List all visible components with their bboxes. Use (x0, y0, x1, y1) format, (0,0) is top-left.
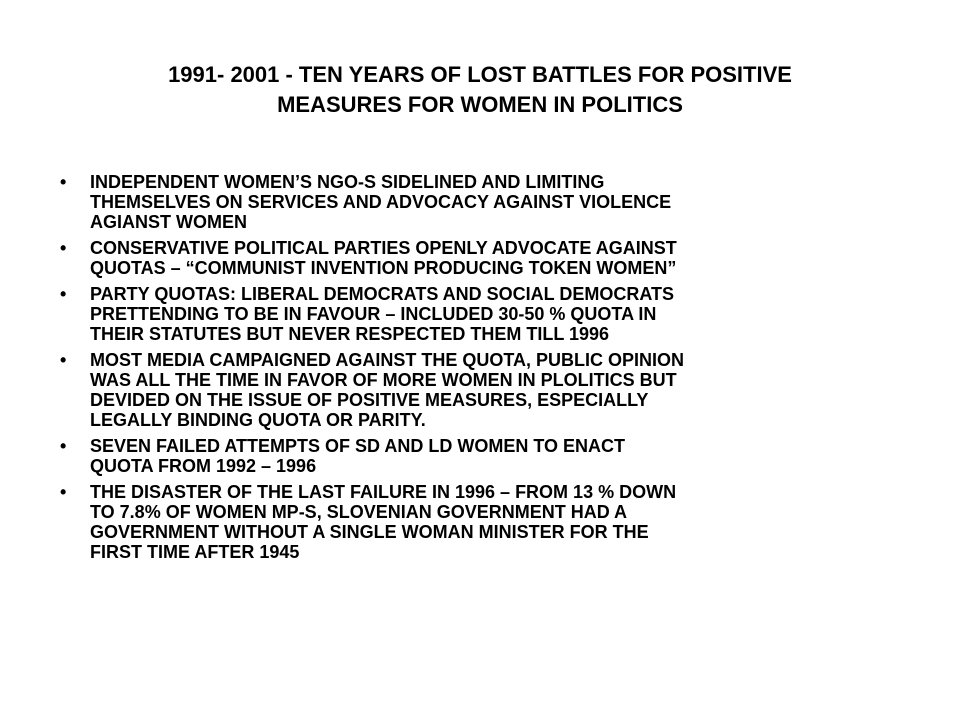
title-line-1: 1991- 2001 - TEN YEARS OF LOST BATTLES FOR POSITIVE (168, 62, 792, 87)
bullet-icon: • (60, 238, 67, 258)
bullet-item (58, 284, 888, 344)
bullet-line: DEVIDED ON THE ISSUE OF POSITIVE MEASURES, ESPECIALLY (90, 390, 649, 410)
bullet-text (90, 436, 888, 476)
bullet-icon: • (60, 172, 67, 192)
bullet-text (90, 284, 888, 344)
bullet-line: LEGALLY BINDING QUOTA OR PARITY. (90, 410, 426, 430)
bullet-line: PRETTENDING TO BE IN FAVOUR – INCLUDED 30-50 % QUOTA IN (90, 304, 657, 324)
bullet-item (58, 436, 888, 476)
bullet-line: TO 7.8% OF WOMEN MP-S, SLOVENIAN GOVERNMENT HAD A (90, 502, 628, 522)
bullet-line: PARTY QUOTAS: LIBERAL DEMOCRATS AND SOCIAL DEMOCRATS (90, 284, 675, 304)
bullet-item (58, 238, 888, 278)
bullet-text (90, 350, 888, 430)
bullet-text (90, 482, 888, 562)
bullet-line: AGIANST WOMEN (90, 212, 247, 232)
bullet-item (58, 172, 888, 232)
bullet-text (90, 238, 888, 278)
bullet-line: WAS ALL THE TIME IN FAVOR OF MORE WOMEN IN PLOLITICS BUT (90, 370, 677, 390)
bullet-line: SEVEN FAILED ATTEMPTS OF SD AND LD WOMEN TO ENACT (90, 436, 626, 456)
title-line-2: MEASURES FOR WOMEN IN POLITICS (277, 92, 683, 117)
bullet-line: FIRST TIME AFTER 1945 (90, 542, 300, 562)
bullet-line: THE DISASTER OF THE LAST FAILURE IN 1996 – FROM 13 % DOWN (90, 482, 677, 502)
bullet-line: QUOTA FROM 1992 – 1996 (90, 456, 317, 476)
bullet-line: INDEPENDENT WOMEN’S NGO-S SIDELINED AND LIMITING (90, 172, 605, 192)
bullet-line: THEIR STATUTES BUT NEVER RESPECTED THEM TILL 1996 (90, 324, 610, 344)
bullet-icon: • (60, 284, 67, 304)
bullet-line: THEMSELVES ON SERVICES AND ADVOCACY AGAINST VIOLENCE (90, 192, 672, 212)
bullet-item (58, 350, 888, 430)
bullet-text (90, 172, 888, 232)
bullet-icon: • (60, 436, 67, 456)
bullet-list (58, 172, 888, 568)
bullet-line: MOST MEDIA CAMPAIGNED AGAINST THE QUOTA, PUBLIC OPINION (90, 350, 684, 370)
bullet-line: QUOTAS – “COMMUNIST INVENTION PRODUCING TOKEN WOMEN” (90, 258, 677, 278)
bullet-item (58, 482, 888, 562)
slide-title (80, 60, 880, 120)
bullet-icon: • (60, 482, 67, 502)
bullet-icon: • (60, 350, 67, 370)
bullet-line: GOVERNMENT WITHOUT A SINGLE WOMAN MINISTER FOR THE (90, 522, 649, 542)
bullet-line: CONSERVATIVE POLITICAL PARTIES OPENLY ADVOCATE AGAINST (90, 238, 677, 258)
